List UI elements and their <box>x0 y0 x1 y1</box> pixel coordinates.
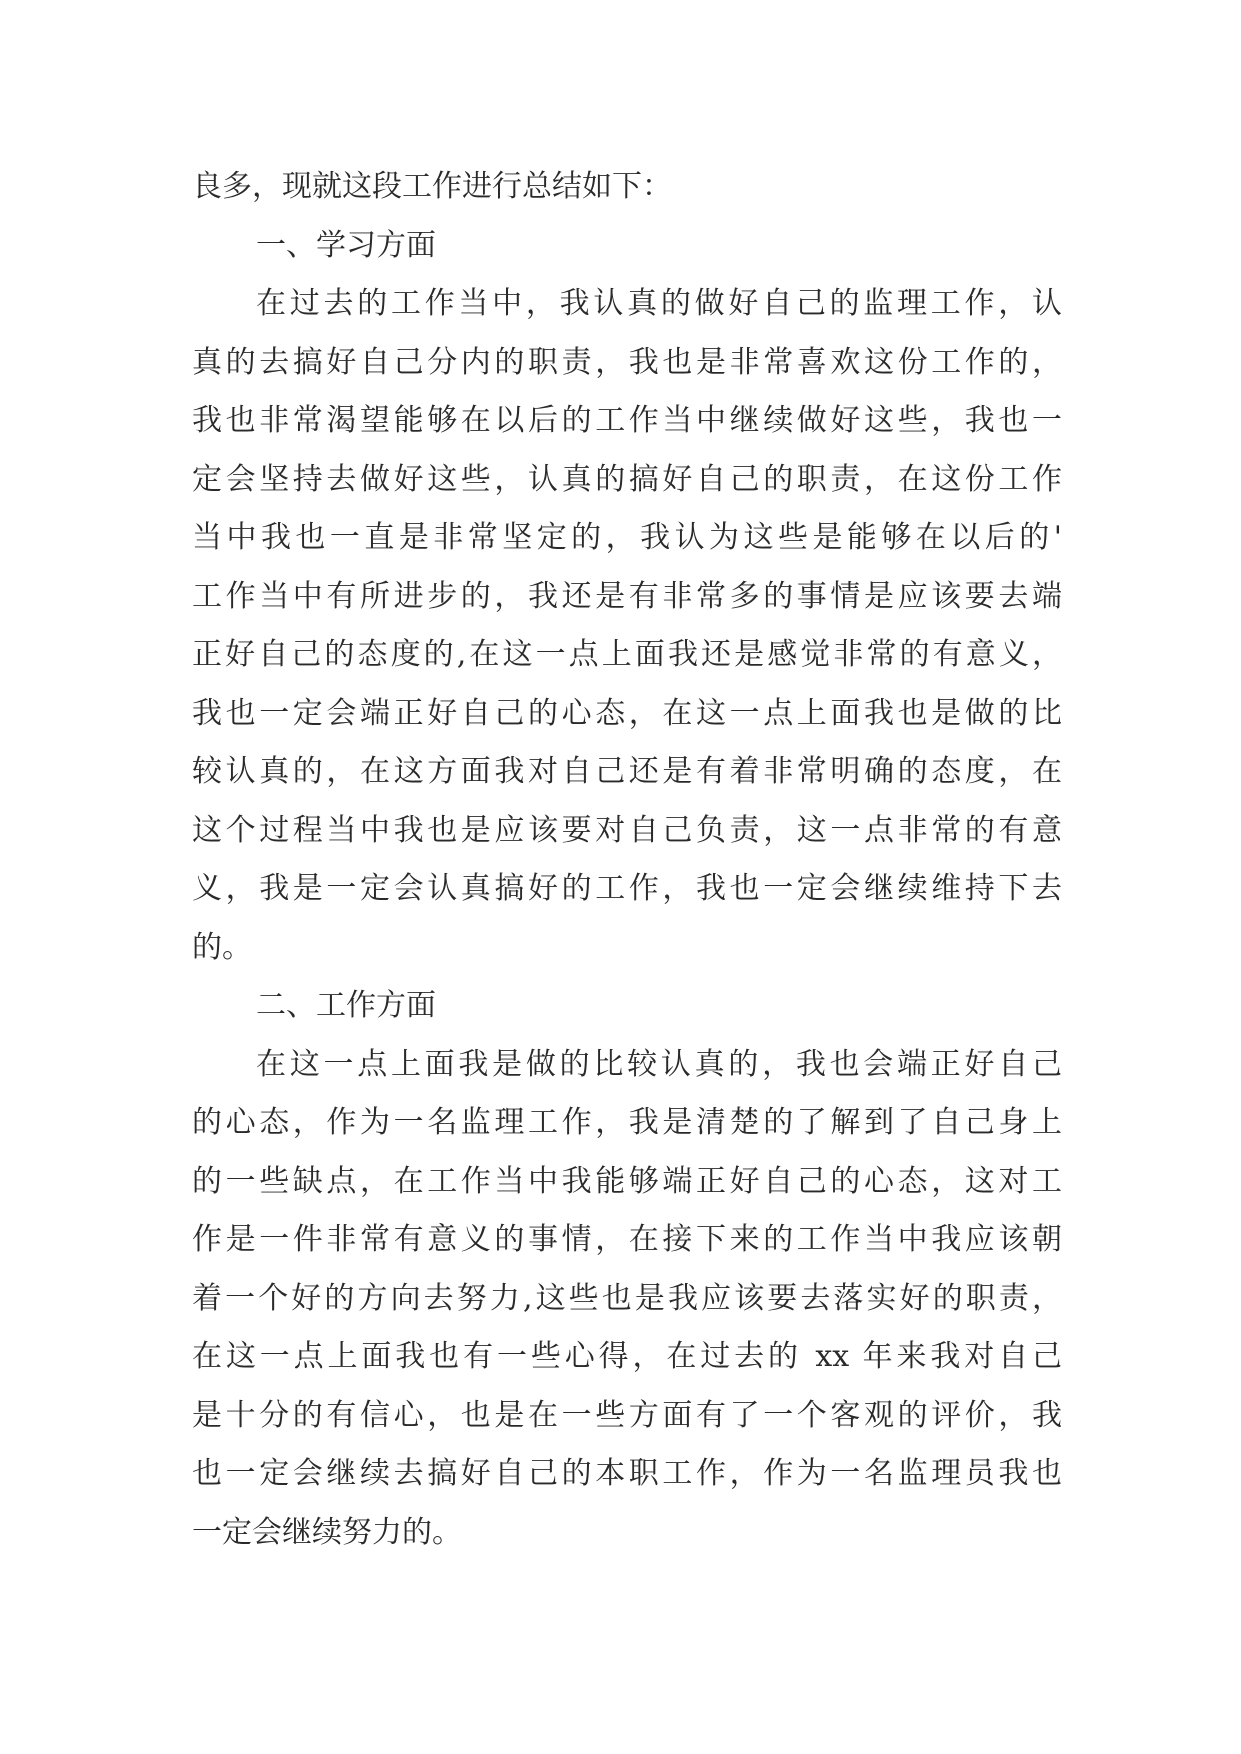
paragraph-line: 定会坚持去做好这些，认真的搞好自己的职责，在这份工作 <box>192 461 1062 497</box>
paragraph-line: 一定会继续努力的。 <box>192 1514 462 1550</box>
paragraph-line: 是十分的有信心，也是在一些方面有了一个客观的评价，我 <box>192 1397 1062 1433</box>
paragraph-line: 正好自己的态度的,在这一点上面我还是感觉非常的有意义， <box>192 637 1062 672</box>
section-heading-work: 二、工作方面 <box>256 988 436 1023</box>
paragraph-line: 的心态，作为一名监理工作，我是清楚的了解到了自己身上 <box>192 1105 1062 1140</box>
paragraph-line: 在这一点上面我也有一些心得，在过去的 xx 年来我对自己 <box>192 1339 1062 1374</box>
paragraph-line: 这个过程当中我也是应该要对自己负责，这一点非常的有意 <box>192 812 1062 848</box>
paragraph-line: 义，我是一定会认真搞好的工作，我也一定会继续维持下去 <box>192 871 1062 906</box>
section-heading-study: 一、学习方面 <box>256 227 436 263</box>
paragraph-line: 也一定会继续去搞好自己的本职工作，作为一名监理员我也 <box>192 1456 1062 1491</box>
document-body <box>192 158 1062 1562</box>
paragraph-line: 我也一定会端正好自己的心态，在这一点上面我也是做的比 <box>192 695 1062 731</box>
paragraph-line: 在过去的工作当中，我认真的做好自己的监理工作，认 <box>256 286 1062 321</box>
paragraph-line: 工作当中有所进步的，我还是有非常多的事情是应该要去端 <box>192 578 1062 614</box>
paragraph-line: 当中我也一直是非常坚定的，我认为这些是能够在以后的' <box>192 520 1062 555</box>
paragraph-line: 着一个好的方向去努力,这些也是我应该要去落实好的职责， <box>192 1280 1062 1316</box>
paragraph-line: 作是一件非常有意义的事情，在接下来的工作当中我应该朝 <box>192 1222 1062 1257</box>
paragraph-line: 的一些缺点，在工作当中我能够端正好自己的心态，这对工 <box>192 1163 1062 1199</box>
paragraph-line: 的。 <box>192 929 252 965</box>
intro-line: 良多，现就这段工作进行总结如下： <box>192 169 672 204</box>
paragraph-line: 较认真的，在这方面我对自己还是有着非常明确的态度，在 <box>192 754 1062 789</box>
paragraph-line: 我也非常渴望能够在以后的工作当中继续做好这些，我也一 <box>192 403 1062 438</box>
paragraph-line: 在这一点上面我是做的比较认真的，我也会端正好自己 <box>256 1046 1062 1082</box>
paragraph-line: 真的去搞好自己分内的职责，我也是非常喜欢这份工作的， <box>192 344 1062 380</box>
